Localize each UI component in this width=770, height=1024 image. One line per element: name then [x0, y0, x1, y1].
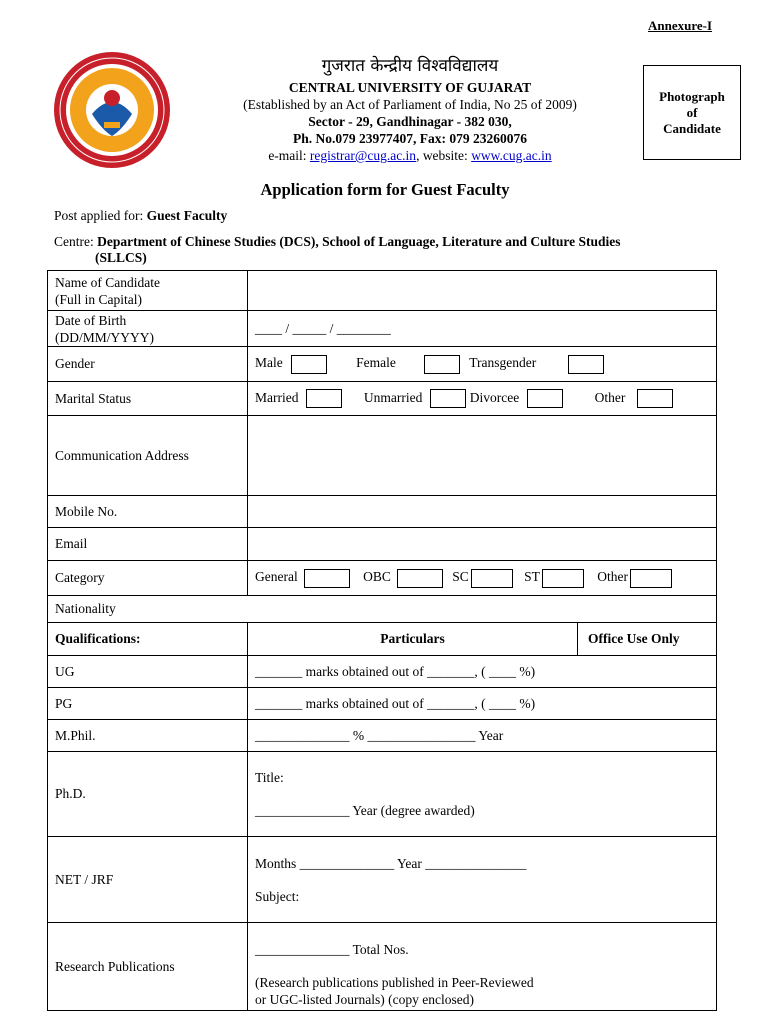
category-general-checkbox[interactable] [304, 569, 350, 588]
university-phone: Ph. No.079 23977407, Fax: 079 23260076 [293, 131, 527, 146]
name-input[interactable] [248, 271, 717, 311]
pg-particulars[interactable]: _______ marks obtained out of _______, ( ____ %) [248, 688, 717, 720]
address-input[interactable] [248, 416, 717, 496]
pg-label: PG [48, 688, 248, 720]
website-label: , website: [416, 148, 472, 163]
university-logo [52, 50, 172, 170]
dob-input[interactable]: ____ / _____ / ________ [248, 311, 717, 347]
category-obc-label: OBC [363, 569, 391, 585]
category-st-label: ST [524, 569, 540, 585]
post-label: Post applied for: [54, 208, 147, 223]
university-address: Sector - 29, Gandhinagar - 382 030, [308, 114, 512, 129]
name-sublabel: (Full in Capital) [55, 291, 142, 307]
gender-transgender-label: Transgender [469, 355, 537, 371]
category-other-label: Other [597, 569, 629, 585]
photo-line-2: of [686, 105, 698, 120]
university-name: CENTRAL UNIVERSITY OF GUJARAT [288, 80, 532, 95]
net-label: NET / JRF [48, 837, 248, 923]
email-field-label: Email [48, 528, 248, 561]
research-note-1: (Research publications published in Peer-Reviewed [255, 975, 534, 990]
category-st-checkbox[interactable] [542, 569, 584, 588]
gender-female-checkbox[interactable] [424, 355, 460, 374]
ug-label: UG [48, 656, 248, 688]
phd-title: Title: [255, 770, 284, 785]
research-label: Research Publications [48, 923, 248, 1011]
photo-line-3: Candidate [663, 121, 721, 136]
centre-value: Department of Chinese Studies (DCS), School of Language, Literature and Culture Studies [97, 234, 621, 249]
centre-line [54, 233, 724, 250]
category-options [248, 561, 717, 596]
phd-particulars[interactable] [248, 752, 717, 837]
gender-male-label: Male [255, 355, 283, 371]
category-sc-label: SC [452, 569, 469, 585]
particulars-header: Particulars [248, 623, 578, 656]
qualifications-header: Qualifications: [48, 623, 248, 656]
mphil-particulars[interactable]: ______________ % ________________ Year [248, 720, 717, 752]
phd-year: ______________ Year (degree awarded) [255, 803, 475, 818]
email-input[interactable] [248, 528, 717, 561]
contact-line [200, 147, 620, 164]
category-general-label: General [255, 569, 298, 585]
gender-options [248, 347, 717, 382]
marital-other-checkbox[interactable] [637, 389, 673, 408]
marital-married-label: Married [255, 389, 299, 405]
form-title: Application form for Guest Faculty [260, 180, 510, 199]
category-obc-checkbox[interactable] [397, 569, 443, 588]
centre-value-cont: (SLLCS) [95, 250, 147, 265]
name-label-cell [48, 271, 248, 311]
post-value: Guest Faculty [146, 208, 228, 223]
gender-female-label: Female [356, 355, 396, 371]
email-label: e-mail: [268, 148, 310, 163]
photograph-box [643, 65, 741, 160]
research-total: ______________ Total Nos. [255, 942, 409, 957]
established-note: (Established by an Act of Parliament of India, No 25 of 2009) [243, 97, 577, 112]
post-applied [54, 208, 227, 224]
marital-unmarried-label: Unmarried [363, 389, 423, 405]
net-particulars[interactable] [248, 837, 717, 923]
email-link[interactable]: registrar@cug.ac.in [309, 148, 417, 163]
marital-divorcee-label: Divorcee [469, 389, 520, 405]
gender-label: Gender [48, 347, 248, 382]
marital-options [248, 382, 717, 416]
gender-male-checkbox[interactable] [291, 355, 327, 374]
application-form-table [47, 270, 717, 1011]
marital-married-checkbox[interactable] [306, 389, 342, 408]
mphil-label: M.Phil. [48, 720, 248, 752]
net-months-year: Months ______________ Year _______________ [255, 855, 527, 871]
office-use-header: Office Use Only [578, 623, 717, 656]
marital-other-label: Other [594, 389, 626, 405]
net-subject: Subject: [255, 888, 300, 904]
dob-label: Date of Birth [55, 312, 127, 328]
hindi-university-name: गुजरात केन्द्रीय विश्वविद्यालय [321, 56, 499, 76]
annexure-label: Annexure-I [648, 18, 713, 33]
photo-line-1: Photograph [659, 89, 725, 104]
category-other-checkbox[interactable] [630, 569, 672, 588]
marital-unmarried-checkbox[interactable] [430, 389, 466, 408]
nationality-label: Nationality [48, 596, 717, 623]
address-label: Communication Address [48, 416, 248, 496]
dob-sublabel: (DD/MM/YYYY) [55, 329, 154, 345]
mobile-input[interactable] [248, 496, 717, 528]
website-link[interactable]: www.cug.ac.in [471, 148, 552, 163]
research-particulars[interactable] [248, 923, 717, 1011]
centre-label: Centre: [54, 234, 98, 249]
name-label: Name of Candidate [55, 274, 160, 290]
phd-label: Ph.D. [48, 752, 248, 837]
dob-label-cell [48, 311, 248, 347]
gender-transgender-checkbox[interactable] [568, 355, 604, 374]
marital-divorcee-checkbox[interactable] [527, 389, 563, 408]
category-label: Category [48, 561, 248, 596]
ug-particulars[interactable]: _______ marks obtained out of _______, ( ____ %) [248, 656, 717, 688]
marital-label: Marital Status [48, 382, 248, 416]
research-note-2: or UGC-listed Journals) (copy enclosed) [255, 992, 474, 1007]
mobile-label: Mobile No. [48, 496, 248, 528]
category-sc-checkbox[interactable] [471, 569, 513, 588]
